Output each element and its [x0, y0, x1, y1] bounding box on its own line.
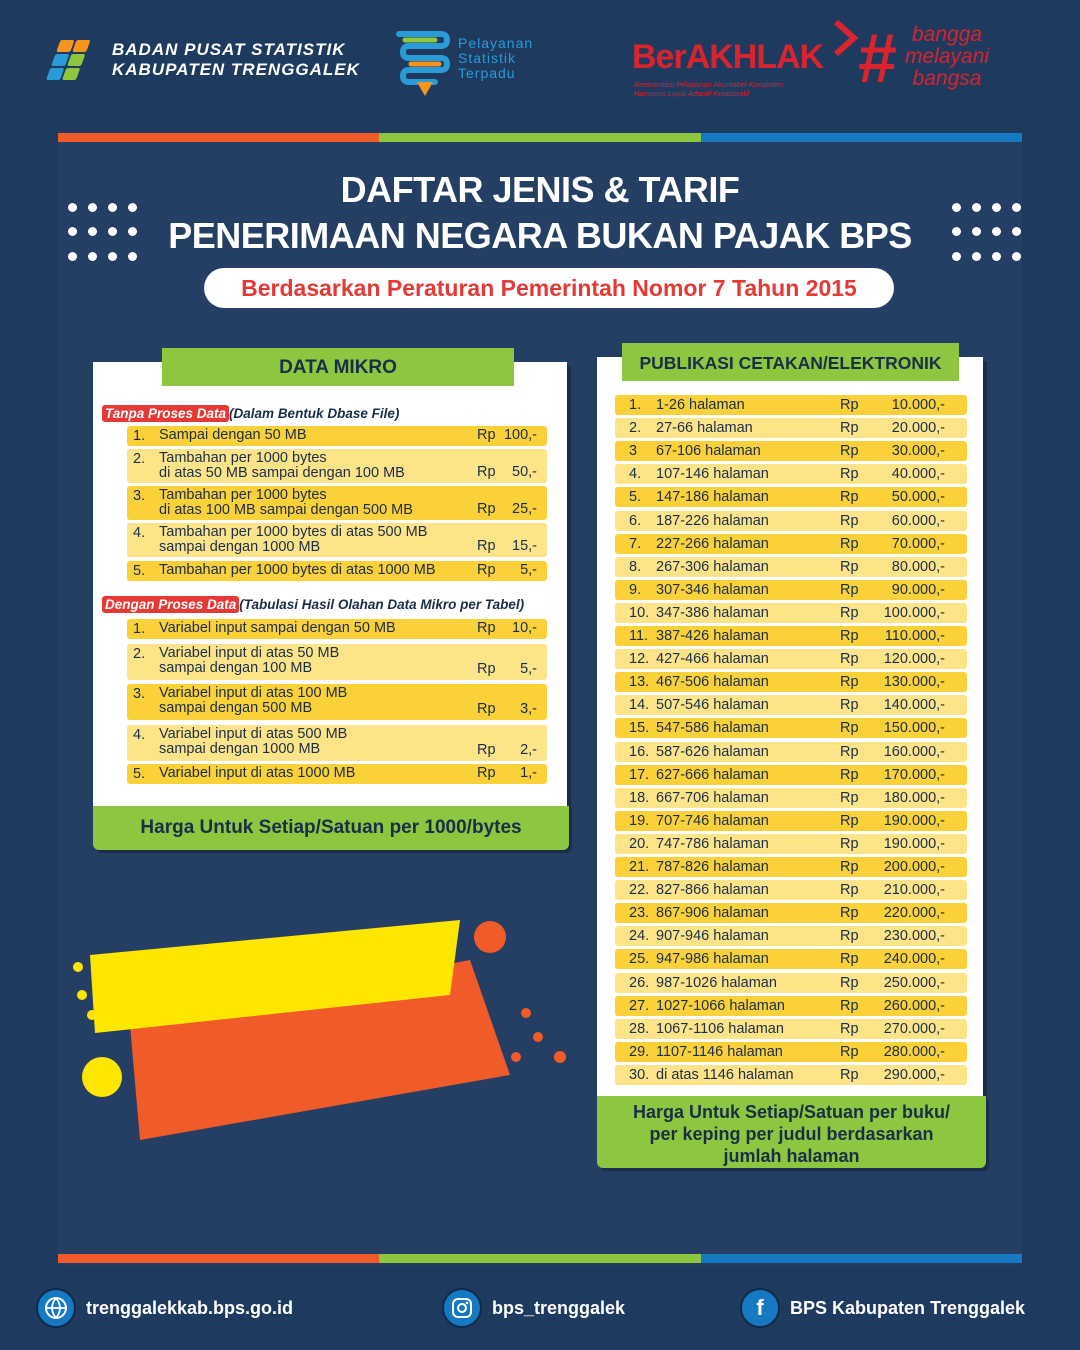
- bottom-color-stripe: [58, 1254, 1022, 1263]
- row-number: 4.: [629, 466, 642, 483]
- row-currency: Rp: [477, 501, 496, 517]
- row-currency: Rp: [840, 489, 859, 506]
- row-currency: Rp: [840, 974, 859, 991]
- row-currency: Rp: [840, 720, 859, 737]
- row-desc-line2: sampai dengan 1000 MB: [159, 741, 321, 757]
- mikro-row: [127, 764, 547, 784]
- row-currency: Rp: [840, 604, 859, 621]
- row-desc-line2: sampai dengan 500 MB: [159, 700, 313, 716]
- publikasi-row: [615, 695, 967, 715]
- row-number: 5.: [629, 489, 642, 506]
- row-price: 50,-: [512, 464, 537, 480]
- publikasi-row: [615, 649, 967, 669]
- row-description: [159, 621, 479, 636]
- row-currency: Rp: [477, 765, 496, 781]
- row-desc-line1: Variabel input di atas 1000 MB: [159, 765, 356, 781]
- row-description: 747-786 halaman: [656, 835, 769, 852]
- row-description: 107-146 halaman: [656, 466, 769, 483]
- row-price: 110.000,-: [884, 628, 945, 644]
- publikasi-footer-line2: per keping per judul berdasarkan: [649, 1124, 934, 1144]
- row-description: 587-626 halaman: [656, 743, 769, 760]
- row-description: 467-506 halaman: [656, 674, 769, 691]
- row-price: 230.000,-: [883, 928, 945, 945]
- row-currency: Rp: [840, 951, 859, 968]
- row-number: 3.: [133, 686, 146, 702]
- publikasi-footer-line3: jumlah halaman: [723, 1146, 860, 1166]
- row-desc-line1: Variabel input di atas 500 MB: [159, 726, 348, 742]
- row-currency: Rp: [477, 464, 496, 480]
- publikasi-row: [615, 996, 967, 1016]
- row-description: 987-1026 halaman: [656, 974, 777, 991]
- row-description: [159, 488, 479, 518]
- publikasi-row: [615, 534, 967, 554]
- publikasi-row: [615, 1065, 967, 1085]
- row-description: [159, 766, 479, 781]
- row-number: 1.: [629, 397, 642, 413]
- row-price: 50.000,-: [891, 489, 945, 506]
- row-price: 280.000,-: [883, 1043, 945, 1060]
- publikasi-footer: [597, 1096, 986, 1168]
- publikasi-row: [615, 857, 967, 877]
- globe-icon: [36, 1288, 76, 1328]
- row-currency: Rp: [840, 628, 859, 644]
- row-desc-line1: Variabel input di atas 100 MB: [159, 685, 348, 701]
- row-description: di atas 1146 halaman: [656, 1066, 794, 1083]
- row-desc-line1: Variabel input di atas 50 MB: [159, 645, 340, 661]
- title-line1: DAFTAR JENIS & TARIF: [340, 169, 740, 210]
- berakhlak-values-line1: Berorientasi Pelayanan Akuntabel Kompeten: [634, 80, 783, 89]
- row-number: 4.: [133, 525, 146, 541]
- row-price: 100,-: [503, 427, 537, 443]
- row-description: 707-746 halaman: [656, 812, 769, 829]
- mikro-row: [127, 684, 547, 720]
- row-price: 20.000,-: [891, 420, 945, 437]
- row-number: 2.: [629, 420, 642, 437]
- row-number: 3: [629, 443, 638, 460]
- mikro-row: [127, 644, 547, 680]
- row-currency: Rp: [840, 558, 859, 575]
- website-link[interactable]: [36, 1288, 293, 1328]
- row-number: 11.: [629, 628, 649, 644]
- row-desc-line1: Tambahan per 1000 bytes di atas 500 MB: [159, 524, 428, 540]
- row-description: 1027-1066 halaman: [656, 997, 785, 1014]
- pst-label-line3: Terpadu: [458, 65, 516, 81]
- publikasi-row: [615, 395, 967, 415]
- row-price: 150.000,-: [883, 720, 945, 737]
- dots-decoration-right: [952, 203, 1012, 263]
- publikasi-footer-line1: Harga Untuk Setiap/Satuan per buku/: [632, 1102, 951, 1122]
- row-currency: Rp: [477, 701, 496, 717]
- row-description: [159, 686, 479, 716]
- row-price: 60.000,-: [891, 512, 945, 529]
- row-number: 7.: [629, 535, 642, 552]
- row-number: 20.: [629, 835, 650, 852]
- row-price: 10.000,-: [891, 397, 945, 413]
- row-currency: Rp: [840, 397, 859, 413]
- bangga-line1: bangga: [911, 23, 983, 46]
- bangga-line2: melayani: [905, 45, 990, 68]
- row-price: 180.000,-: [883, 789, 945, 806]
- row-price: 120.000,-: [883, 651, 945, 668]
- mikro-row: [127, 725, 547, 761]
- row-currency: Rp: [840, 789, 859, 806]
- row-description: [159, 525, 479, 555]
- row-currency: Rp: [840, 882, 859, 899]
- row-price: 90.000,-: [891, 581, 945, 598]
- website-text: trenggalekkab.bps.go.id: [86, 1297, 294, 1318]
- row-price: 210.000,-: [883, 882, 945, 899]
- row-description: 667-706 halaman: [656, 789, 769, 806]
- bangga-line3: bangsa: [912, 67, 982, 90]
- publikasi-row: [615, 441, 967, 461]
- row-currency: Rp: [840, 512, 859, 529]
- row-description: 187-226 halaman: [656, 512, 769, 529]
- row-currency: Rp: [840, 928, 859, 945]
- row-number: 24.: [629, 928, 650, 945]
- row-number: 21.: [629, 859, 650, 875]
- row-description: [159, 428, 479, 443]
- row-number: 26.: [629, 974, 650, 991]
- bps-logo-icon: [44, 36, 104, 84]
- row-desc-line1: Variabel input sampai dengan 50 MB: [159, 620, 396, 636]
- mikro-row: [127, 561, 547, 581]
- dots-decoration-left: [68, 203, 128, 263]
- row-desc-line1: Tambahan per 1000 bytes di atas 1000 MB: [159, 562, 436, 578]
- row-currency: Rp: [840, 651, 859, 668]
- publikasi-row: [615, 788, 967, 808]
- row-currency: Rp: [840, 766, 859, 783]
- row-price: 250.000,-: [883, 974, 945, 991]
- publikasi-row: [615, 949, 967, 969]
- row-description: 307-346 halaman: [656, 581, 769, 598]
- row-price: 10,-: [512, 620, 537, 636]
- facebook-link[interactable]: [740, 1288, 1025, 1328]
- row-number: 28.: [629, 1020, 650, 1037]
- row-desc-line2: di atas 50 MB sampai dengan 100 MB: [159, 465, 405, 481]
- row-price: 130.000,-: [883, 674, 945, 691]
- row-price: 200.000,-: [883, 859, 945, 875]
- row-number: 6.: [629, 512, 642, 529]
- bangga-melayani-bangsa: [905, 24, 989, 90]
- chevron-right-icon: [830, 18, 860, 58]
- row-currency: Rp: [840, 674, 859, 691]
- row-description: 67-106 halaman: [656, 443, 761, 460]
- row-currency: Rp: [840, 420, 859, 437]
- row-price: 220.000,-: [883, 905, 945, 922]
- publikasi-row: [615, 418, 967, 438]
- row-number: 30.: [629, 1066, 650, 1083]
- row-description: 387-426 halaman: [656, 628, 769, 644]
- row-price: 190.000,-: [883, 835, 945, 852]
- row-description: [159, 727, 479, 757]
- row-number: 1.: [133, 428, 146, 444]
- row-price: 240.000,-: [883, 951, 945, 968]
- dengan-proses-tag: Dengan Proses Data: [102, 596, 239, 613]
- row-currency: Rp: [477, 661, 496, 677]
- row-price: 70.000,-: [891, 535, 945, 552]
- row-price: 5,-: [520, 661, 537, 677]
- row-price: 80.000,-: [891, 558, 945, 575]
- row-number: 18.: [629, 789, 650, 806]
- row-price: 290.000,-: [883, 1066, 945, 1083]
- row-price: 40.000,-: [891, 466, 945, 483]
- pst-logo-icon: [395, 26, 455, 102]
- berakhlak-logo: BerAKHLAK: [632, 38, 824, 76]
- tanpa-proses-tag: Tanpa Proses Data: [102, 405, 229, 422]
- row-number: 12.: [629, 651, 650, 668]
- row-price: 5,-: [520, 562, 537, 578]
- mikro-row: [127, 619, 547, 639]
- row-number: 3.: [133, 488, 146, 504]
- section-dengan-proses: [102, 597, 524, 612]
- publikasi-row: [615, 718, 967, 738]
- splash-decoration: [70, 915, 570, 1145]
- publikasi-row: [615, 603, 967, 623]
- publikasi-row: [615, 511, 967, 531]
- row-description: 347-386 halaman: [656, 604, 769, 621]
- publikasi-row: [615, 880, 967, 900]
- instagram-text: bps_trenggalek: [492, 1297, 626, 1318]
- mikro-row: [127, 426, 547, 446]
- row-description: 267-306 halaman: [656, 558, 769, 575]
- row-number: 17.: [629, 766, 650, 783]
- row-currency: Rp: [840, 466, 859, 483]
- row-price: 270.000,-: [883, 1020, 945, 1037]
- row-description: 867-906 halaman: [656, 905, 769, 922]
- row-description: 907-946 halaman: [656, 928, 769, 945]
- row-currency: Rp: [840, 1020, 859, 1037]
- publikasi-row: [615, 1019, 967, 1039]
- row-price: 260.000,-: [883, 997, 945, 1014]
- row-desc-line1: Sampai dengan 50 MB: [159, 427, 307, 443]
- publikasi-row: [615, 834, 967, 854]
- row-price: 1,-: [520, 765, 537, 781]
- row-currency: Rp: [840, 581, 859, 598]
- org-name-line2: KABUPATEN TRENGGALEK: [112, 60, 360, 79]
- hashtag-symbol: #: [858, 19, 897, 97]
- row-desc-line2: sampai dengan 100 MB: [159, 660, 313, 676]
- regulation-subtitle: Berdasarkan Peraturan Pemerintah Nomor 7 Tahun 2015: [204, 268, 894, 308]
- publikasi-row: [615, 903, 967, 923]
- row-desc-line2: sampai dengan 1000 MB: [159, 539, 321, 555]
- row-number: 27.: [629, 997, 650, 1014]
- mikro-row: [127, 486, 547, 520]
- row-description: 147-186 halaman: [656, 489, 769, 506]
- row-currency: Rp: [840, 1066, 859, 1083]
- org-name-line1: BADAN PUSAT STATISTIK: [112, 40, 346, 59]
- berakhlak-values-line2: Harmonis Loyal Adaptif Kolaboratif: [634, 89, 750, 98]
- row-currency: Rp: [477, 538, 496, 554]
- row-description: 547-586 halaman: [656, 720, 769, 737]
- pst-label: [458, 36, 533, 81]
- row-description: 507-546 halaman: [656, 697, 769, 714]
- row-currency: Rp: [840, 743, 859, 760]
- tanpa-proses-note: (Dalam Bentuk Dbase File): [229, 406, 400, 421]
- row-description: 227-266 halaman: [656, 535, 769, 552]
- publikasi-row: [615, 672, 967, 692]
- row-currency: Rp: [840, 1043, 859, 1060]
- row-currency: Rp: [477, 427, 496, 443]
- row-desc-line1: Tambahan per 1000 bytes: [159, 450, 327, 466]
- publikasi-row: [615, 765, 967, 785]
- facebook-text: BPS Kabupaten Trenggalek: [790, 1297, 1026, 1318]
- row-price: 160.000,-: [883, 743, 945, 760]
- row-number: 8.: [629, 558, 642, 575]
- publikasi-row: [615, 626, 967, 646]
- row-price: 2,-: [520, 742, 537, 758]
- data-mikro-heading: DATA MIKRO: [162, 348, 514, 386]
- publikasi-row: [615, 973, 967, 993]
- row-price: 170.000,-: [883, 766, 945, 783]
- mikro-row: [127, 449, 547, 483]
- publikasi-heading: PUBLIKASI CETAKAN/ELEKTRONIK: [622, 343, 959, 381]
- publikasi-row: [615, 464, 967, 484]
- title-line2: PENERIMAAN NEGARA BUKAN PAJAK BPS: [168, 215, 912, 256]
- row-number: 23.: [629, 905, 650, 922]
- row-number: 2.: [133, 646, 146, 662]
- row-currency: Rp: [477, 562, 496, 578]
- mikro-row: [127, 523, 547, 557]
- top-color-stripe: [58, 133, 1022, 142]
- row-currency: Rp: [840, 859, 859, 875]
- row-price: 3,-: [520, 701, 537, 717]
- row-price: 100.000,-: [883, 604, 945, 621]
- row-currency: Rp: [840, 997, 859, 1014]
- row-description: [159, 563, 479, 578]
- row-number: 2.: [133, 451, 146, 467]
- row-description: 427-466 halaman: [656, 651, 769, 668]
- row-description: [159, 451, 479, 481]
- publikasi-row: [615, 1042, 967, 1062]
- row-description: [159, 646, 479, 676]
- berakhlak-values: [634, 80, 783, 98]
- row-description: 787-826 halaman: [656, 859, 769, 875]
- row-number: 5.: [133, 766, 146, 782]
- row-currency: Rp: [840, 812, 859, 829]
- pst-label-line2: Statistik: [458, 50, 517, 66]
- section-tanpa-proses: [102, 406, 399, 421]
- row-currency: Rp: [840, 443, 859, 460]
- row-currency: Rp: [840, 905, 859, 922]
- row-description: 627-666 halaman: [656, 766, 769, 783]
- publikasi-row: [615, 742, 967, 762]
- row-number: 5.: [133, 563, 146, 579]
- row-number: 10.: [629, 604, 650, 621]
- row-price: 15,-: [512, 538, 537, 554]
- instagram-link[interactable]: [442, 1288, 625, 1328]
- publikasi-row: [615, 557, 967, 577]
- row-currency: Rp: [840, 835, 859, 852]
- row-currency: Rp: [477, 742, 496, 758]
- instagram-icon: [442, 1288, 482, 1328]
- row-number: 25.: [629, 951, 650, 968]
- row-number: 15.: [629, 720, 650, 737]
- org-name: [112, 40, 360, 80]
- row-desc-line1: Tambahan per 1000 bytes: [159, 487, 327, 503]
- row-description: 1067-1106 halaman: [656, 1020, 784, 1037]
- row-number: 29.: [629, 1043, 650, 1060]
- row-number: 19.: [629, 812, 650, 829]
- row-description: 27-66 halaman: [656, 420, 753, 437]
- header-bar: [0, 0, 1080, 108]
- publikasi-row: [615, 811, 967, 831]
- data-mikro-footer: Harga Untuk Setiap/Satuan per 1000/bytes: [93, 806, 569, 850]
- row-desc-line2: di atas 100 MB sampai dengan 500 MB: [159, 502, 413, 518]
- row-number: 9.: [629, 581, 642, 598]
- row-number: 13.: [629, 674, 650, 691]
- row-currency: Rp: [477, 620, 496, 636]
- row-number: 16.: [629, 743, 650, 760]
- row-description: 1107-1146 halaman: [656, 1043, 783, 1060]
- row-description: 827-866 halaman: [656, 882, 769, 899]
- row-price: 25,-: [512, 501, 537, 517]
- row-currency: Rp: [840, 535, 859, 552]
- row-price: 140.000,-: [883, 697, 945, 714]
- row-number: 22.: [629, 882, 650, 899]
- row-price: 30.000,-: [891, 443, 945, 460]
- row-price: 190.000,-: [883, 812, 945, 829]
- publikasi-row: [615, 487, 967, 507]
- facebook-icon: f: [740, 1288, 780, 1328]
- pst-label-line1: Pelayanan: [458, 35, 534, 51]
- dengan-proses-note: (Tabulasi Hasil Olahan Data Mikro per Tabel): [239, 597, 525, 612]
- row-number: 1.: [133, 621, 146, 637]
- row-number: 14.: [629, 697, 650, 714]
- row-number: 4.: [133, 727, 146, 743]
- row-description: 947-986 halaman: [656, 951, 769, 968]
- row-description: 1-26 halaman: [656, 397, 745, 413]
- publikasi-row: [615, 926, 967, 946]
- publikasi-row: [615, 580, 967, 600]
- row-currency: Rp: [840, 697, 859, 714]
